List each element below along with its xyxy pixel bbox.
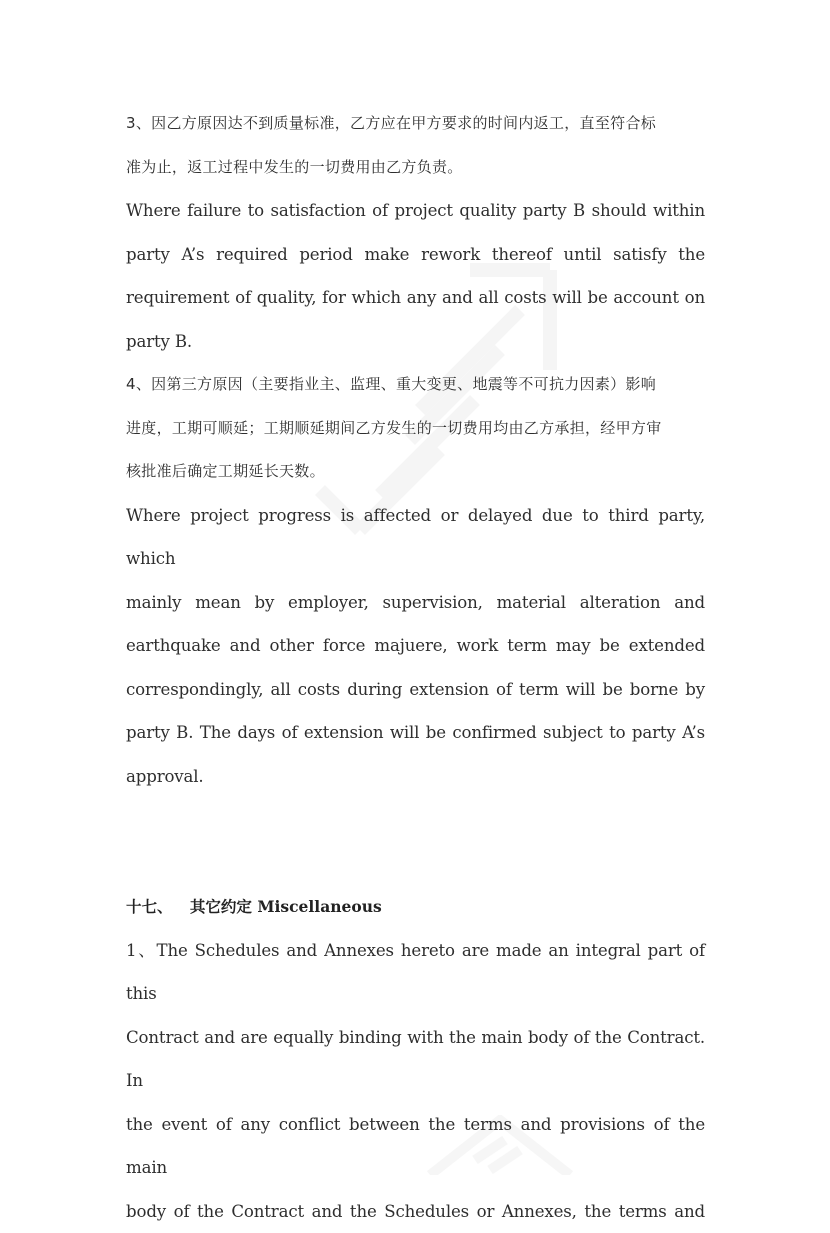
clause-4-chinese [126, 363, 705, 494]
text-line: mainly mean by employer, supervision, material alteration and [126, 581, 705, 625]
section-17-clause-1 [126, 929, 705, 1233]
text-line: earthquake and other force majuere, work term may be extended [126, 624, 705, 668]
section-title-en: Miscellaneous [257, 897, 381, 916]
text-line: party B. [126, 320, 705, 364]
section-spacer [126, 798, 705, 885]
text-line: body of the Contract and the Schedules or Annexes, the terms and [126, 1190, 705, 1233]
text-line: 4、因第三方原因（主要指业主、监理、重大变更、地震等不可抗力因素）影响 [126, 363, 705, 407]
text-line: 核批准后确定工期延长天数。 [126, 450, 705, 494]
text-line: party B. The days of extension will be confirmed subject to party A’s [126, 711, 705, 755]
text-line: correspondingly, all costs during extension of term will be borne by [126, 668, 705, 712]
text-line: party A’s required period make rework thereof until satisfy the [126, 233, 705, 277]
clause-3-english [126, 189, 705, 363]
text-line: approval. [126, 755, 705, 799]
section-heading [126, 885, 705, 929]
text-line: Contract and are equally binding with the main body of the Contract. In [126, 1016, 705, 1103]
text-line: the event of any conflict between the terms and provisions of the main [126, 1103, 705, 1190]
text-line: requirement of quality, for which any and all costs will be account on [126, 276, 705, 320]
text-line: Where project progress is affected or delayed due to third party, which [126, 494, 705, 581]
text-line: 1、The Schedules and Annexes hereto are made an integral part of this [126, 929, 705, 1016]
section-number: 十七、 [126, 897, 173, 916]
text-line: 进度，工期可顺延；工期顺延期间乙方发生的一切费用均由乙方承担，经甲方审 [126, 407, 705, 451]
clause-3-chinese [126, 102, 705, 189]
clause-4-english [126, 494, 705, 799]
document-body [126, 102, 705, 1233]
text-line: 3、因乙方原因达不到质量标准，乙方应在甲方要求的时间内返工，直至符合标 [126, 102, 705, 146]
text-line: Where failure to satisfaction of project quality party B should within [126, 189, 705, 233]
text-line: 准为止，返工过程中发生的一切费用由乙方负责。 [126, 146, 705, 190]
section-title-zh: 其它约定 [190, 897, 252, 916]
